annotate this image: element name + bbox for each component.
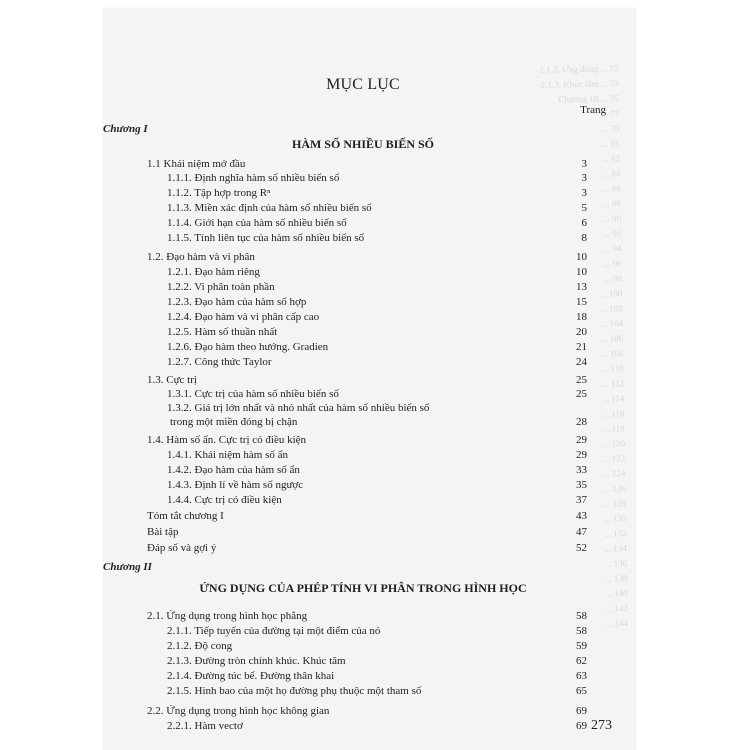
toc-entry[interactable]: 1.1.2. Tập hợp trong Rⁿ 3 — [167, 187, 587, 199]
chapter-2-label: Chương II — [103, 561, 152, 573]
toc-entry[interactable]: 1.1.1. Định nghĩa hàm số nhiều biến số 3 — [167, 172, 587, 184]
toc-entry[interactable]: Bài tập 47 — [147, 526, 587, 538]
toc-entry[interactable]: 1.1.4. Giới hạn của hàm số nhiều biến số 6 — [167, 217, 587, 229]
chapter-2-title: ỨNG DỤNG CỦA PHÉP TÍNH VI PHÂN TRONG HÌNH HỌC — [199, 581, 527, 595]
chapter-1-label: Chương I — [103, 123, 148, 135]
toc-entry[interactable]: 1.4.3. Định lí về hàm số ngược 35 — [167, 479, 587, 491]
page-column-header: Trang — [580, 104, 606, 116]
toc-entry[interactable]: 2.2.1. Hàm vectơ 69 — [167, 720, 587, 732]
toc-entry[interactable]: Tóm tắt chương I 43 — [147, 510, 587, 522]
chapter-1-title: HÀM SỐ NHIỀU BIẾN SỐ — [291, 137, 435, 151]
bleed-through-text: 2.1.2. Ứng dụng ... 72 2.1.3. Khúc tâm ... 73 Chương III ... 75 ... 77 ... 79 ... 81 ... 82 ... 84 ... 86 ... 88 ... 90 ... 92 ... 94 ... 96 ... 98 ... 100 ... 102 ... 104 ... 106 ... 108 ... 110 ... 112 ... 114 ... 116 ... 118 ... 120 ... 122 ... 124 ... 126 ... 128 ... 130 ... 132 ... 134 ... 136 ... 138 ... 140 ... 142 ... 144 — [539, 63, 629, 629]
page-title: MỤC LỤC — [326, 76, 400, 93]
toc-entry[interactable]: 1.3.2. Giá trị lớn nhất và nhỏ nhất của hàm số nhiều biến số — [167, 402, 430, 414]
toc-entry[interactable]: 2.1.4. Đường túc bế. Đường thân khai 63 — [167, 670, 587, 682]
toc-entry[interactable]: 1.2.4. Đạo hàm và vi phân cấp cao 18 — [167, 311, 587, 323]
toc-entry[interactable]: 1.4.4. Cực trị có điều kiện 37 — [167, 494, 587, 506]
toc-entry[interactable]: 1.2.7. Công thức Taylor 24 — [167, 356, 587, 368]
toc-entry[interactable]: trong một miền đóng bị chặn 28 — [170, 416, 587, 428]
toc-entry[interactable]: 1.2.1. Đạo hàm riêng 10 — [167, 266, 587, 278]
toc-entry[interactable]: 2.1.2. Độ cong 59 — [167, 640, 587, 652]
toc-entry[interactable]: 1.4.1. Khái niệm hàm số ẩn 29 — [167, 449, 587, 461]
toc-entry[interactable]: 1.1 Khái niệm mở đầu 3 — [147, 158, 587, 170]
toc-entry[interactable]: 2.1. Ứng dụng trong hình học phẳng 58 — [147, 610, 587, 622]
toc-entry[interactable]: 1.3. Cực trị 25 — [147, 374, 587, 386]
toc-entry[interactable]: 1.2.3. Đạo hàm của hàm số hợp 15 — [167, 296, 587, 308]
toc-entry[interactable]: 1.2.5. Hàm số thuần nhất 20 — [167, 326, 587, 338]
toc-entry[interactable]: 1.2.2. Vi phân toàn phần 13 — [167, 281, 587, 293]
toc-entry[interactable]: 1.1.3. Miền xác định của hàm số nhiều biến số 5 — [167, 202, 587, 214]
toc-entry[interactable]: 1.4.2. Đạo hàm của hàm số ẩn 33 — [167, 464, 587, 476]
toc-entry[interactable]: 1.3.1. Cực trị của hàm số nhiều biến số 25 — [167, 388, 587, 400]
page-number: 273 — [591, 718, 612, 733]
toc-entry[interactable]: 1.2.6. Đạo hàm theo hướng. Gradien 21 — [167, 341, 587, 353]
toc-entry[interactable]: 1.2. Đạo hàm và vi phân 10 — [147, 251, 587, 263]
book-page — [103, 8, 636, 750]
toc-entry[interactable]: 1.1.5. Tính liên tục của hàm số nhiều biến số 8 — [167, 232, 587, 244]
toc-entry[interactable]: Đáp số và gợi ý 52 — [147, 542, 587, 554]
toc-entry[interactable]: 2.2. Ứng dụng trong hình học không gian 69 — [147, 705, 587, 717]
toc-entry[interactable]: 2.1.5. Hình bao của một họ đường phụ thuộc một tham số 65 — [167, 685, 587, 697]
toc-entry[interactable]: 2.1.3. Đường tròn chính khúc. Khúc tâm 62 — [167, 655, 587, 667]
toc-entry[interactable]: 2.1.1. Tiếp tuyến của đường tại một điểm của nó 58 — [167, 625, 587, 637]
toc-entry[interactable]: 1.4. Hàm số ẩn. Cực trị có điều kiện 29 — [147, 434, 587, 446]
